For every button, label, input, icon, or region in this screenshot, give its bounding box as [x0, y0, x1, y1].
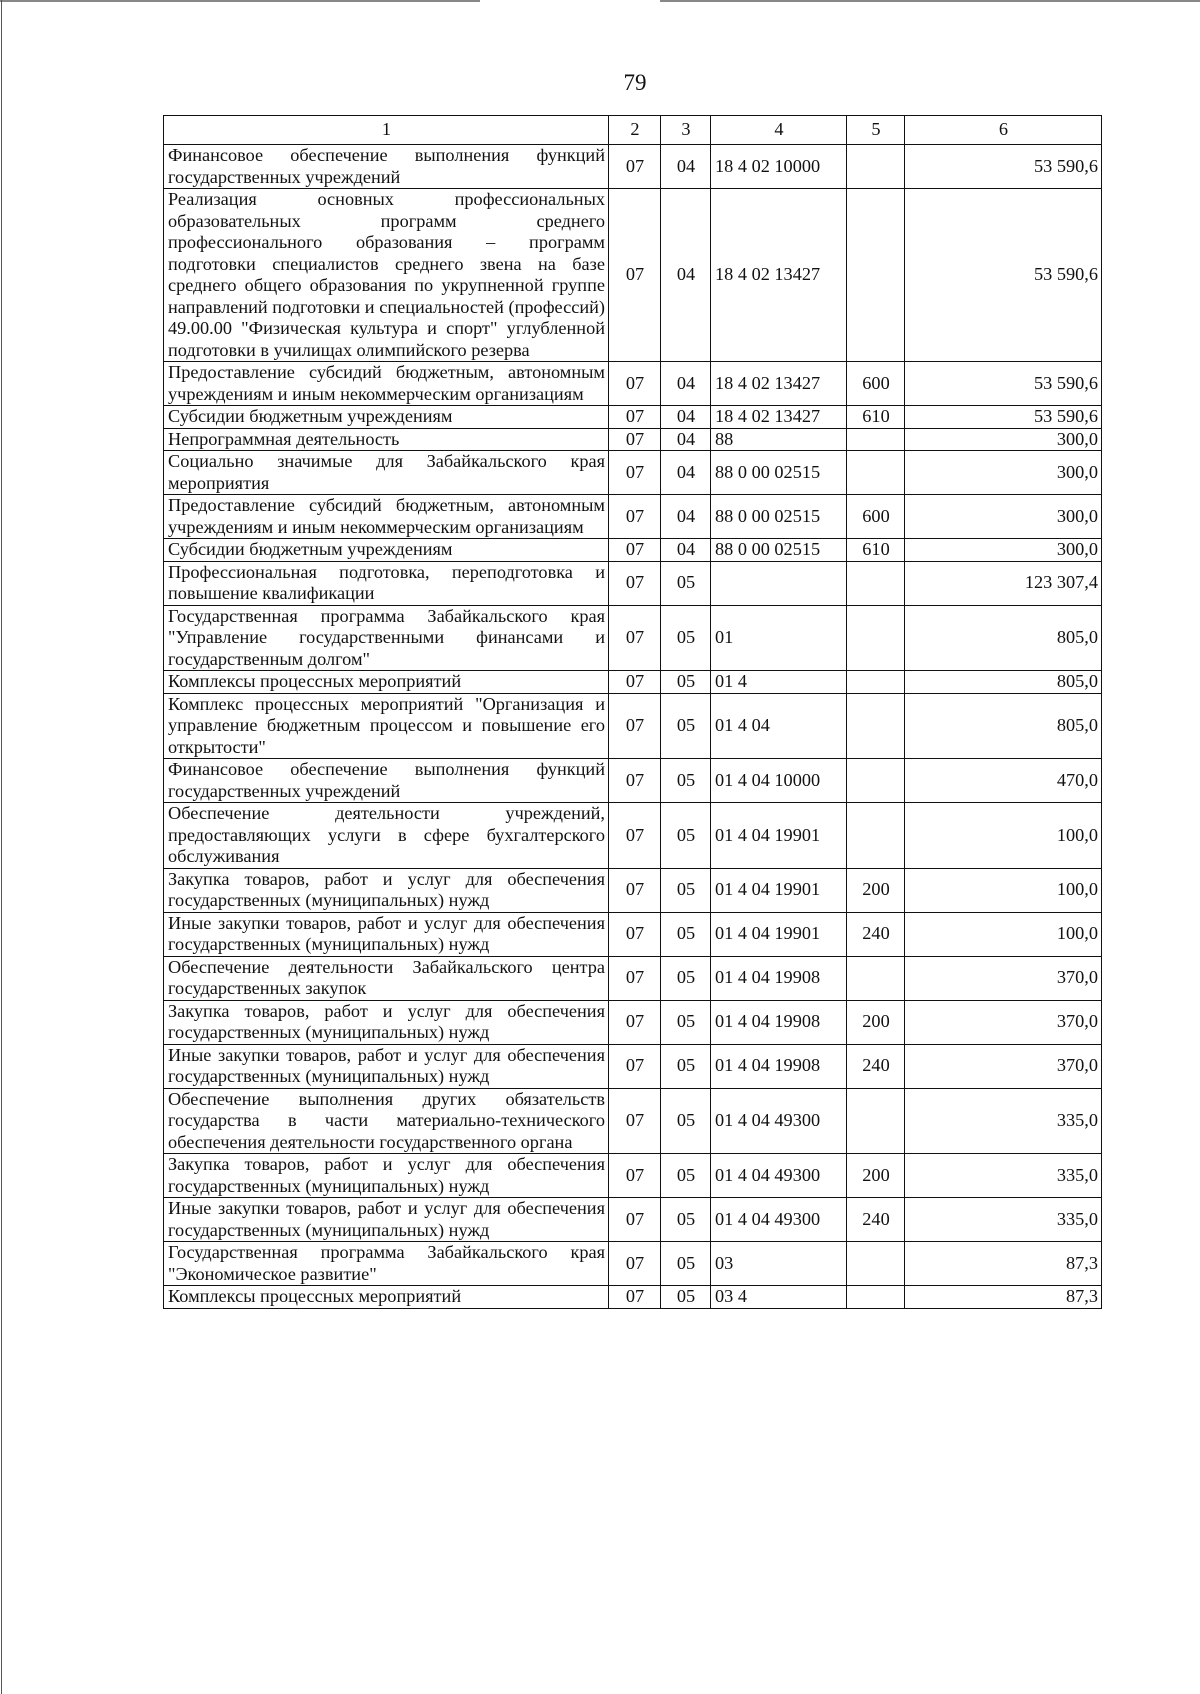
cell-amount: 805,0	[905, 671, 1102, 694]
cell-section-code: 07	[609, 145, 661, 189]
cell-section-code: 07	[609, 189, 661, 362]
cell-expense-type-code	[847, 1088, 905, 1154]
cell-amount: 100,0	[905, 868, 1102, 912]
cell-section-code: 07	[609, 1000, 661, 1044]
cell-item-name: Обеспечение деятельности Забайкальского центра государственных закупок	[164, 956, 609, 1000]
cell-amount: 100,0	[905, 803, 1102, 869]
cell-item-name: Обеспечение выполнения других обязательств государства в части материально-технического обеспечения деятельности государственного органа	[164, 1088, 609, 1154]
cell-subsection-code: 05	[661, 1088, 711, 1154]
cell-amount: 100,0	[905, 912, 1102, 956]
cell-target-article-code: 01 4 04 10000	[711, 759, 847, 803]
table-row	[164, 406, 1102, 429]
cell-amount: 805,0	[905, 605, 1102, 671]
cell-expense-type-code: 610	[847, 406, 905, 429]
cell-item-name: Иные закупки товаров, работ и услуг для обеспечения государственных (муниципальных) нужд	[164, 1044, 609, 1088]
header-col-3: 3	[661, 116, 711, 145]
cell-item-name: Социально значимые для Забайкальского края мероприятия	[164, 451, 609, 495]
table-row	[164, 671, 1102, 694]
cell-subsection-code: 05	[661, 956, 711, 1000]
cell-target-article-code: 88 0 00 02515	[711, 495, 847, 539]
table-row	[164, 912, 1102, 956]
cell-item-name: Обеспечение деятельности учреждений, предоставляющих услуги в сфере бухгалтерского обслуживания	[164, 803, 609, 869]
header-row	[164, 116, 1102, 145]
header-col-4: 4	[711, 116, 847, 145]
cell-item-name: Закупка товаров, работ и услуг для обеспечения государственных (муниципальных) нужд	[164, 1000, 609, 1044]
table-row	[164, 1198, 1102, 1242]
table-row	[164, 362, 1102, 406]
cell-subsection-code: 04	[661, 428, 711, 451]
cell-amount: 805,0	[905, 693, 1102, 759]
cell-subsection-code: 05	[661, 1286, 711, 1309]
cell-item-name: Финансовое обеспечение выполнения функций государственных учреждений	[164, 759, 609, 803]
cell-target-article-code: 01 4 04	[711, 693, 847, 759]
cell-item-name: Финансовое обеспечение выполнения функций государственных учреждений	[164, 145, 609, 189]
cell-target-article-code: 18 4 02 13427	[711, 189, 847, 362]
table-row	[164, 561, 1102, 605]
table-row	[164, 1286, 1102, 1309]
table-row	[164, 803, 1102, 869]
cell-item-name: Комплексы процессных мероприятий	[164, 671, 609, 694]
cell-subsection-code: 05	[661, 803, 711, 869]
table-row	[164, 145, 1102, 189]
cell-target-article-code: 88 0 00 02515	[711, 539, 847, 562]
cell-target-article-code: 01 4 04 19908	[711, 1044, 847, 1088]
cell-expense-type-code	[847, 759, 905, 803]
table-row	[164, 605, 1102, 671]
table-row	[164, 693, 1102, 759]
cell-section-code: 07	[609, 362, 661, 406]
cell-section-code: 07	[609, 693, 661, 759]
table-row	[164, 1000, 1102, 1044]
header-col-2: 2	[609, 116, 661, 145]
cell-section-code: 07	[609, 1088, 661, 1154]
budget-table	[163, 115, 1102, 1309]
cell-target-article-code	[711, 561, 847, 605]
cell-amount: 53 590,6	[905, 189, 1102, 362]
cell-item-name: Закупка товаров, работ и услуг для обеспечения государственных (муниципальных) нужд	[164, 1154, 609, 1198]
cell-subsection-code: 05	[661, 561, 711, 605]
cell-subsection-code: 05	[661, 1154, 711, 1198]
cell-expense-type-code: 600	[847, 362, 905, 406]
cell-item-name: Предоставление субсидий бюджетным, автономным учреждениям и иным некоммерческим организациям	[164, 362, 609, 406]
cell-subsection-code: 05	[661, 693, 711, 759]
table-row	[164, 428, 1102, 451]
table-row	[164, 539, 1102, 562]
cell-section-code: 07	[609, 1242, 661, 1286]
cell-item-name: Государственная программа Забайкальского края "Управление государственными финансами и государственным долгом"	[164, 605, 609, 671]
cell-target-article-code: 01 4 04 49300	[711, 1088, 847, 1154]
cell-item-name: Государственная программа Забайкальского края "Экономическое развитие"	[164, 1242, 609, 1286]
cell-item-name: Субсидии бюджетным учреждениям	[164, 406, 609, 429]
cell-amount: 335,0	[905, 1198, 1102, 1242]
cell-target-article-code: 01 4 04 19908	[711, 956, 847, 1000]
cell-expense-type-code	[847, 803, 905, 869]
cell-target-article-code: 03	[711, 1242, 847, 1286]
cell-expense-type-code	[847, 671, 905, 694]
cell-item-name: Предоставление субсидий бюджетным, автономным учреждениям и иным некоммерческим организациям	[164, 495, 609, 539]
table-row	[164, 189, 1102, 362]
cell-subsection-code: 05	[661, 1000, 711, 1044]
cell-subsection-code: 05	[661, 868, 711, 912]
cell-expense-type-code	[847, 1286, 905, 1309]
cell-expense-type-code: 200	[847, 868, 905, 912]
cell-target-article-code: 88	[711, 428, 847, 451]
cell-item-name: Комплекс процессных мероприятий "Организация и управление бюджетным процессом и повышение его открытости"	[164, 693, 609, 759]
cell-subsection-code: 04	[661, 362, 711, 406]
cell-expense-type-code: 610	[847, 539, 905, 562]
cell-expense-type-code	[847, 428, 905, 451]
cell-subsection-code: 05	[661, 1198, 711, 1242]
table-body	[164, 145, 1102, 1309]
cell-amount: 300,0	[905, 539, 1102, 562]
scan-left-border	[1, 0, 2, 1694]
cell-subsection-code: 04	[661, 406, 711, 429]
cell-amount: 53 590,6	[905, 362, 1102, 406]
cell-amount: 87,3	[905, 1242, 1102, 1286]
table-row	[164, 495, 1102, 539]
cell-subsection-code: 05	[661, 912, 711, 956]
cell-target-article-code: 01 4 04 49300	[711, 1154, 847, 1198]
cell-section-code: 07	[609, 671, 661, 694]
cell-section-code: 07	[609, 561, 661, 605]
cell-amount: 123 307,4	[905, 561, 1102, 605]
cell-section-code: 07	[609, 1198, 661, 1242]
scan-top-rule	[0, 0, 1200, 2]
cell-target-article-code: 18 4 02 13427	[711, 406, 847, 429]
cell-expense-type-code	[847, 1242, 905, 1286]
cell-target-article-code: 01 4 04 19901	[711, 868, 847, 912]
cell-item-name: Закупка товаров, работ и услуг для обеспечения государственных (муниципальных) нужд	[164, 868, 609, 912]
cell-section-code: 07	[609, 912, 661, 956]
cell-section-code: 07	[609, 539, 661, 562]
cell-expense-type-code: 240	[847, 1044, 905, 1088]
cell-amount: 300,0	[905, 428, 1102, 451]
cell-expense-type-code	[847, 693, 905, 759]
cell-expense-type-code	[847, 605, 905, 671]
cell-expense-type-code: 600	[847, 495, 905, 539]
table-row	[164, 1154, 1102, 1198]
cell-target-article-code: 01 4 04 19901	[711, 803, 847, 869]
cell-item-name: Комплексы процессных мероприятий	[164, 1286, 609, 1309]
cell-expense-type-code	[847, 956, 905, 1000]
table-row	[164, 1044, 1102, 1088]
table-row	[164, 1088, 1102, 1154]
cell-section-code: 07	[609, 495, 661, 539]
cell-amount: 370,0	[905, 1044, 1102, 1088]
cell-amount: 370,0	[905, 956, 1102, 1000]
cell-section-code: 07	[609, 1286, 661, 1309]
table-row	[164, 451, 1102, 495]
cell-section-code: 07	[609, 803, 661, 869]
cell-section-code: 07	[609, 406, 661, 429]
cell-target-article-code: 01 4	[711, 671, 847, 694]
cell-expense-type-code: 200	[847, 1154, 905, 1198]
cell-target-article-code: 18 4 02 13427	[711, 362, 847, 406]
cell-target-article-code: 18 4 02 10000	[711, 145, 847, 189]
cell-expense-type-code	[847, 145, 905, 189]
cell-item-name: Реализация основных профессиональных образовательных программ среднего профессионального образования – программ подготовки специалистов среднего звена на базе среднего общего образования по укрупненной группе направлений подготовки и специальностей (профессий) 49.00.00 "Физическая культура и спорт" углубленной подготовки в училищах олимпийского резерва	[164, 189, 609, 362]
cell-item-name: Иные закупки товаров, работ и услуг для обеспечения государственных (муниципальных) нужд	[164, 1198, 609, 1242]
cell-section-code: 07	[609, 1044, 661, 1088]
cell-section-code: 07	[609, 1154, 661, 1198]
cell-amount: 300,0	[905, 451, 1102, 495]
cell-expense-type-code	[847, 189, 905, 362]
table-row	[164, 1242, 1102, 1286]
cell-subsection-code: 05	[661, 1044, 711, 1088]
cell-subsection-code: 04	[661, 539, 711, 562]
page-number: 79	[623, 70, 647, 95]
cell-subsection-code: 05	[661, 605, 711, 671]
cell-section-code: 07	[609, 451, 661, 495]
cell-expense-type-code: 200	[847, 1000, 905, 1044]
cell-subsection-code: 04	[661, 495, 711, 539]
cell-target-article-code: 03 4	[711, 1286, 847, 1309]
cell-section-code: 07	[609, 956, 661, 1000]
cell-section-code: 07	[609, 605, 661, 671]
cell-amount: 335,0	[905, 1088, 1102, 1154]
cell-subsection-code: 04	[661, 145, 711, 189]
cell-amount: 300,0	[905, 495, 1102, 539]
cell-amount: 470,0	[905, 759, 1102, 803]
table-row	[164, 759, 1102, 803]
header-col-1: 1	[164, 116, 609, 145]
cell-amount: 335,0	[905, 1154, 1102, 1198]
cell-amount: 370,0	[905, 1000, 1102, 1044]
cell-item-name: Профессиональная подготовка, переподготовка и повышение квалификации	[164, 561, 609, 605]
cell-section-code: 07	[609, 759, 661, 803]
table-row	[164, 956, 1102, 1000]
cell-subsection-code: 05	[661, 759, 711, 803]
cell-item-name: Субсидии бюджетным учреждениям	[164, 539, 609, 562]
cell-subsection-code: 05	[661, 671, 711, 694]
cell-section-code: 07	[609, 868, 661, 912]
cell-expense-type-code	[847, 561, 905, 605]
cell-item-name: Иные закупки товаров, работ и услуг для обеспечения государственных (муниципальных) нужд	[164, 912, 609, 956]
cell-target-article-code: 01	[711, 605, 847, 671]
cell-section-code: 07	[609, 428, 661, 451]
cell-subsection-code: 05	[661, 1242, 711, 1286]
cell-target-article-code: 01 4 04 49300	[711, 1198, 847, 1242]
cell-amount: 87,3	[905, 1286, 1102, 1309]
cell-amount: 53 590,6	[905, 406, 1102, 429]
header-col-5: 5	[847, 116, 905, 145]
cell-amount: 53 590,6	[905, 145, 1102, 189]
cell-target-article-code: 88 0 00 02515	[711, 451, 847, 495]
cell-expense-type-code: 240	[847, 912, 905, 956]
cell-target-article-code: 01 4 04 19908	[711, 1000, 847, 1044]
cell-subsection-code: 04	[661, 189, 711, 362]
cell-target-article-code: 01 4 04 19901	[711, 912, 847, 956]
cell-subsection-code: 04	[661, 451, 711, 495]
cell-item-name: Непрограммная деятельность	[164, 428, 609, 451]
table-row	[164, 868, 1102, 912]
cell-expense-type-code	[847, 451, 905, 495]
cell-expense-type-code: 240	[847, 1198, 905, 1242]
header-col-6: 6	[905, 116, 1102, 145]
